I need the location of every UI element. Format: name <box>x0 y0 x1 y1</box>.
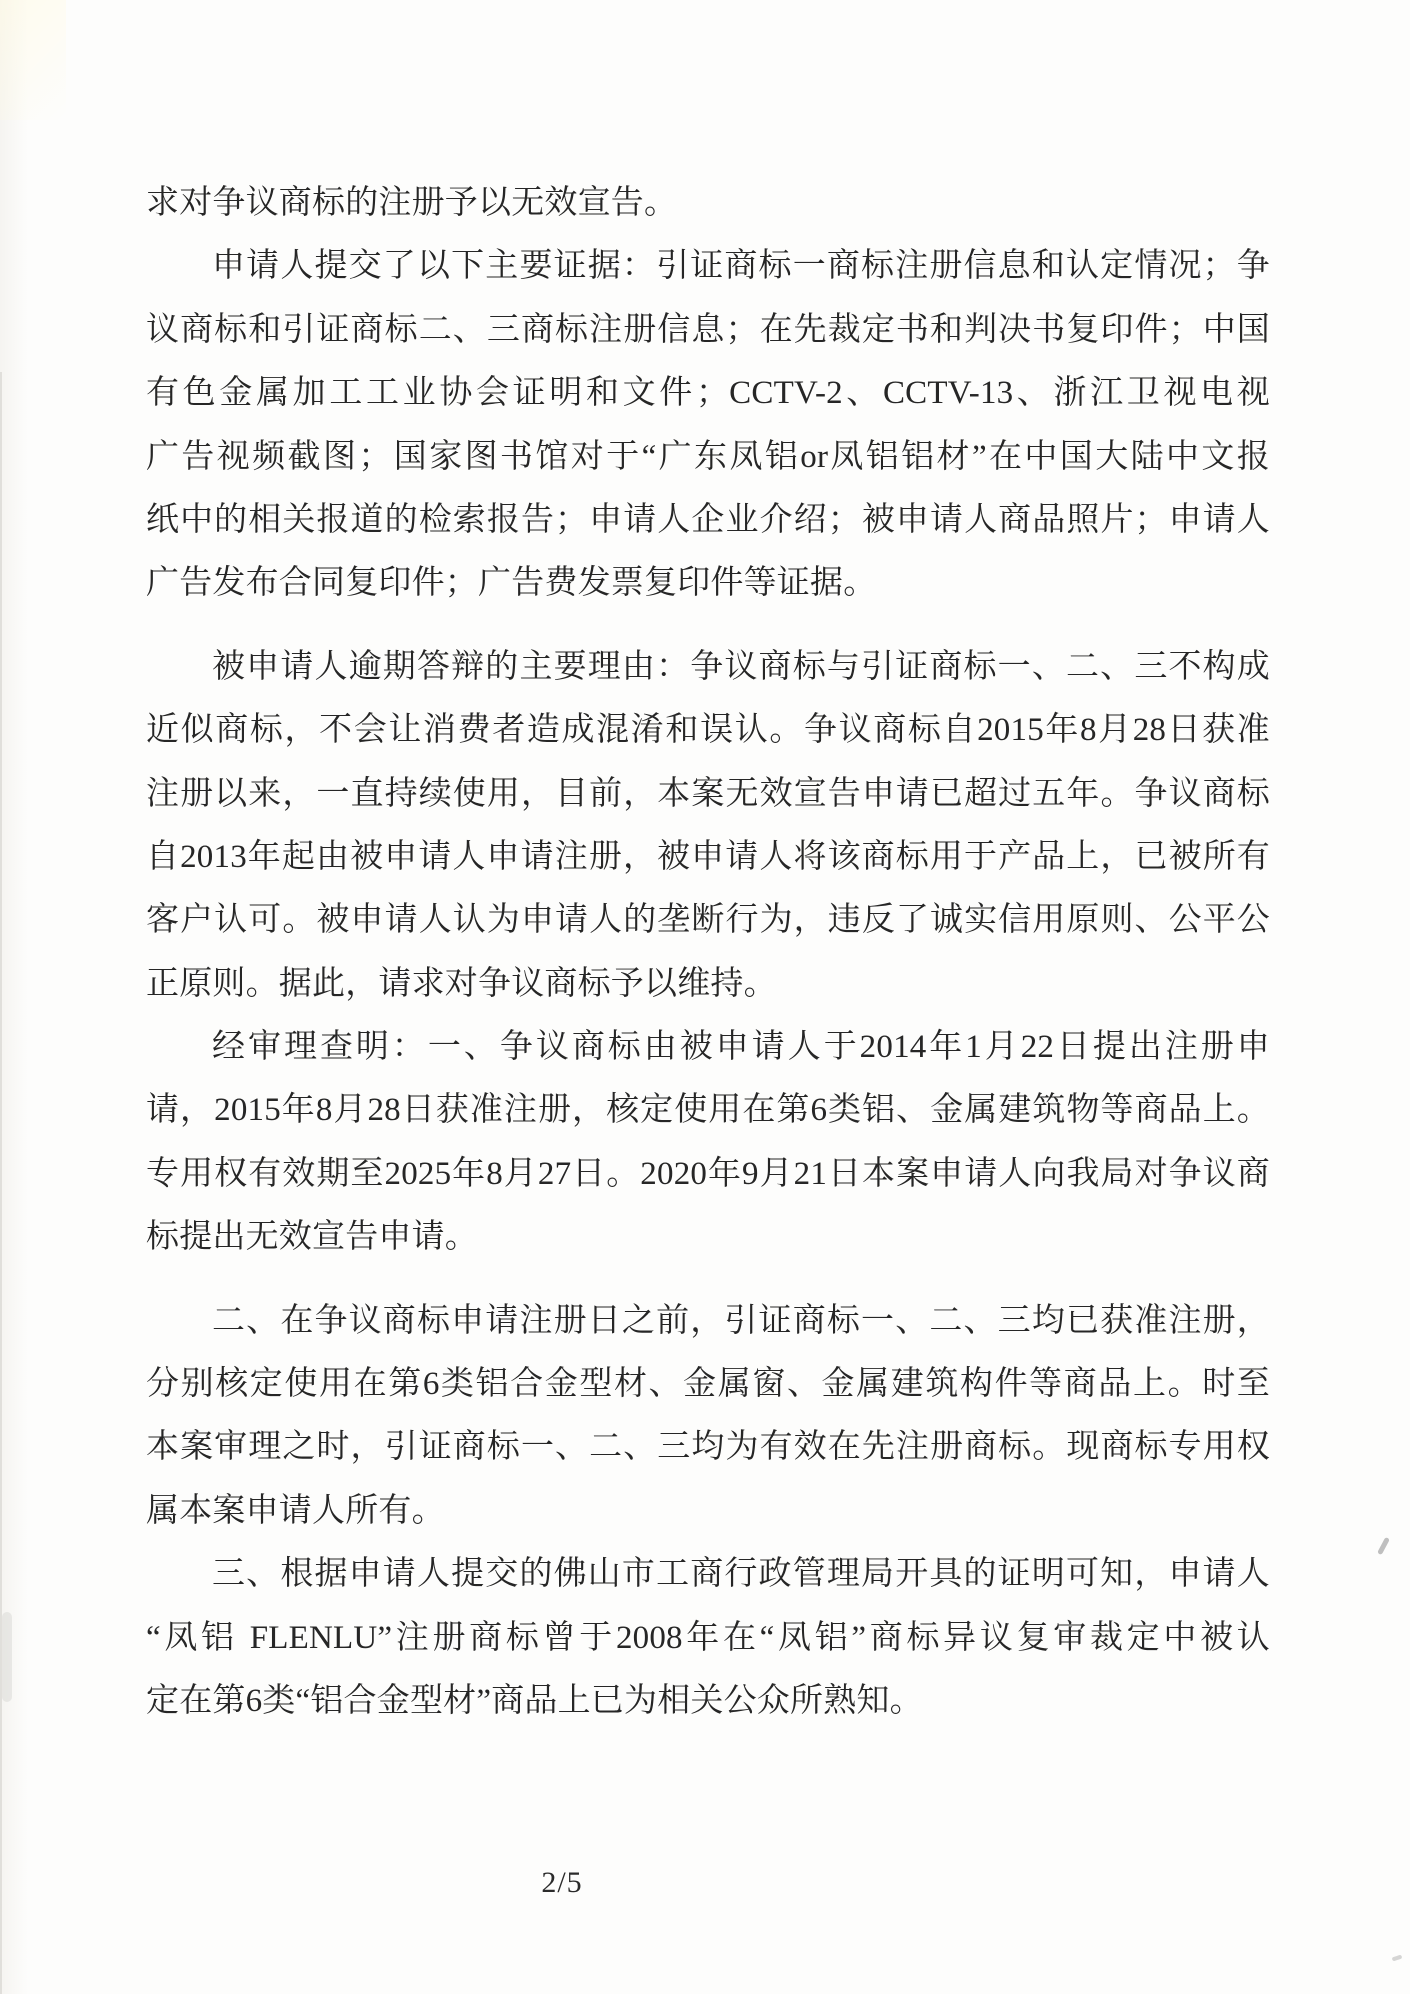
document-text-block <box>146 172 1270 1733</box>
document-line: 注册以来，一直持续使用，目前，本案无效宣告申请已超过五年。争议商标 <box>146 775 1270 812</box>
scan-speck <box>1377 1537 1390 1555</box>
document-line: 专用权有效期至2025年8月27日。2020年9月21日本案申请人向我局对争议商 <box>146 1155 1270 1192</box>
document-line: 求对争议商标的注册予以无效宣告。 <box>146 185 678 221</box>
scan-edge-line <box>0 372 2 1994</box>
document-line: 申请人提交了以下主要证据：引证商标一商标注册信息和认定情况；争 <box>212 248 1270 285</box>
document-line: 被申请人逾期答辩的主要理由：争议商标与引证商标一、二、三不构成 <box>212 648 1270 685</box>
document-line: 分别核定使用在第6类铝合金型材、金属窗、金属建筑构件等商品上。时至 <box>146 1366 1270 1403</box>
document-line: 请，2015年8月28日获准注册，核定使用在第6类铝、金属建筑物等商品上。 <box>146 1092 1270 1129</box>
document-line: 标提出无效宣告申请。 <box>146 1219 478 1256</box>
document-line: 经审理查明：一、争议商标由被申请人于2014年1月22日提出注册申 <box>212 1029 1270 1066</box>
document-line: 广告视频截图；国家图书馆对于“广东凤铝or凤铝铝材”在中国大陆中文报 <box>146 438 1270 475</box>
document-line: 定在第6类“铝合金型材”商品上已为相关公众所熟知。 <box>146 1682 923 1719</box>
scan-corner-tint <box>0 0 66 120</box>
document-line: 正原则。据此，请求对争议商标予以维持。 <box>146 965 777 1002</box>
scan-smudge <box>2 1612 12 1702</box>
document-line: 广告发布合同复印件；广告费发票复印件等证据。 <box>146 565 877 602</box>
document-line: 纸中的相关报道的检索报告；申请人企业介绍；被申请人商品照片；申请人 <box>146 501 1270 538</box>
document-line: “凤铝 FLENLU”注册商标曾于2008年在“凤铝”商标异议复审裁定中被认 <box>146 1619 1270 1656</box>
page-number: 2/5 <box>541 1866 583 1899</box>
document-line: 三、根据申请人提交的佛山市工商行政管理局开具的证明可知，申请人 <box>212 1556 1270 1593</box>
document-line: 自2013年起由被申请人申请注册，被申请人将该商标用于产品上，已被所有 <box>146 838 1270 875</box>
document-line: 近似商标，不会让消费者造成混淆和误认。争议商标自2015年8月28日获准 <box>146 712 1270 749</box>
document-line: 二、在争议商标申请注册日之前，引证商标一、二、三均已获准注册， <box>212 1302 1270 1339</box>
document-line: 本案审理之时，引证商标一、二、三均为有效在先注册商标。现商标专用权 <box>146 1429 1270 1466</box>
document-line: 属本案申请人所有。 <box>146 1492 445 1529</box>
document-line: 议商标和引证商标二、三商标注册信息；在先裁定书和判决书复印件；中国 <box>146 311 1270 348</box>
document-line: 客户认可。被申请人认为申请人的垄断行为，违反了诚实信用原则、公平公 <box>146 902 1270 939</box>
document-line: 有色金属加工工业协会证明和文件；CCTV-2、CCTV-13、浙江卫视电视 <box>146 375 1270 412</box>
scan-speck <box>1392 1955 1403 1962</box>
